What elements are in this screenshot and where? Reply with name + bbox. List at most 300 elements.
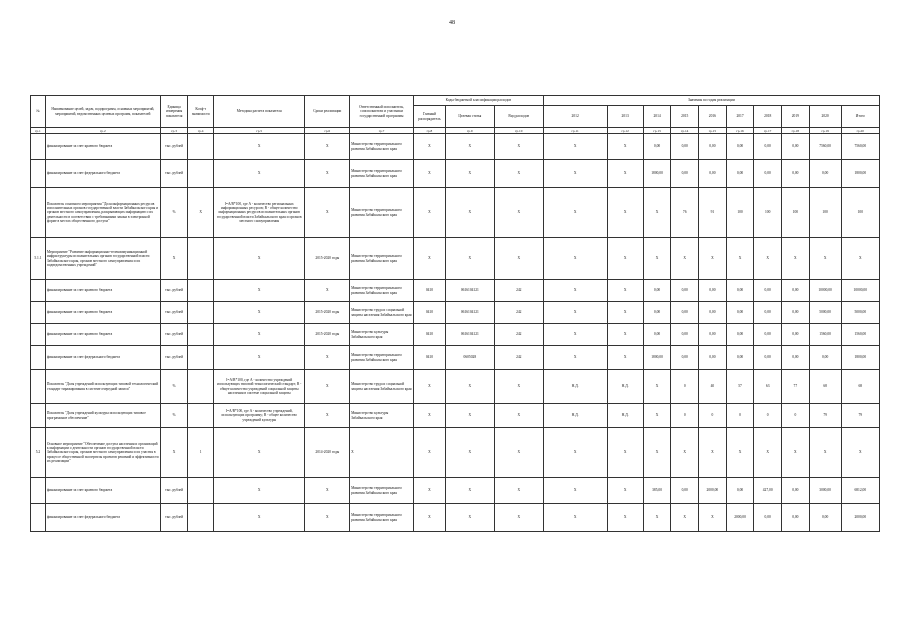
row-unit: %: [160, 404, 188, 428]
row-year-value: 0: [754, 404, 782, 428]
row-code-target: 0616104121: [445, 302, 494, 324]
row-period: Х: [305, 478, 350, 504]
header-year: 2020: [809, 106, 841, 128]
row-total: 100: [841, 188, 879, 238]
row-year-value: 0,00: [643, 134, 671, 160]
header-total: Итого: [841, 106, 879, 128]
row-year-value: 0,00: [699, 324, 727, 346]
header-period: Сроки реализации: [305, 96, 350, 128]
header-year: 2016: [699, 106, 727, 128]
column-number: гр.8: [413, 128, 445, 134]
row-code-target: Х: [445, 238, 494, 280]
row-year-value: 7560,00: [809, 134, 841, 160]
table-row: [31, 280, 880, 302]
row-total: 1560,00: [841, 324, 879, 346]
table-row: [31, 428, 880, 478]
row-number: [31, 324, 46, 346]
row-code-target: Х: [445, 428, 494, 478]
row-year-value: 427,00: [754, 478, 782, 504]
row-year-value: Х: [543, 478, 607, 504]
row-number: [31, 370, 46, 404]
row-responsible: Министерство территориального развития Забайкальского края: [350, 504, 414, 532]
row-method: Х: [213, 238, 304, 280]
row-unit: тыс. рублей: [160, 324, 188, 346]
column-number: гр.13: [643, 128, 671, 134]
row-year-value: 0,00: [754, 504, 782, 532]
row-year-value: 0: [782, 404, 810, 428]
header-year: 2019: [782, 106, 810, 128]
row-method: Х: [213, 280, 304, 302]
row-year-value: 100: [754, 188, 782, 238]
row-year-value: 0,00: [671, 280, 699, 302]
row-method: I=A/B*100, где A - количество учреждений, использующих программу; B - общее количество учреждений культуры: [213, 404, 304, 428]
row-year-value: Х: [809, 428, 841, 478]
row-name: финансирование за счет федерального бюджета: [45, 346, 160, 370]
row-year-value: Х: [754, 238, 782, 280]
row-year-value: Х: [726, 238, 754, 280]
row-year-value: 0,00: [726, 478, 754, 504]
row-year-value: Н.Д.: [543, 370, 607, 404]
row-period: Х: [305, 134, 350, 160]
row-period: Х: [305, 160, 350, 188]
header-code-admin: Главный распорядитель: [413, 106, 445, 128]
row-year-value: 0,00: [671, 346, 699, 370]
row-name: финансирование за счет краевого бюджета: [45, 324, 160, 346]
header-unit: Единица измерения показателя: [160, 96, 188, 128]
row-period: Х: [305, 188, 350, 238]
row-total: 10000,00: [841, 280, 879, 302]
row-year-value: 91: [699, 188, 727, 238]
row-code-target: Х: [445, 160, 494, 188]
column-number: гр.12: [607, 128, 643, 134]
row-year-value: 0,00: [699, 302, 727, 324]
table-row: [31, 134, 880, 160]
header-year: 2012: [543, 106, 607, 128]
row-code-type: Х: [494, 504, 543, 532]
row-total: 6812,00: [841, 478, 879, 504]
row-year-value: Х: [782, 238, 810, 280]
row-coef: [188, 324, 214, 346]
row-year-value: 1800,00: [643, 160, 671, 188]
header-year: 2017: [726, 106, 754, 128]
row-code-admin: Х: [413, 404, 445, 428]
row-method: Х: [213, 504, 304, 532]
row-responsible: Министерство культуры Забайкальского края: [350, 404, 414, 428]
table-row: [31, 160, 880, 188]
row-year-value: Х: [607, 346, 643, 370]
row-code-target: Х: [445, 370, 494, 404]
row-year-value: 0,00: [782, 504, 810, 532]
row-code-target: 0605028: [445, 346, 494, 370]
row-period: 2015-2020 годы: [305, 302, 350, 324]
row-year-value: 0,00: [754, 134, 782, 160]
column-number: гр.11: [543, 128, 607, 134]
row-responsible: Министерство территориального развития Забайкальского края: [350, 188, 414, 238]
row-code-type: Х: [494, 160, 543, 188]
row-period: Х: [305, 504, 350, 532]
header-code-target: Целевая статья: [445, 106, 494, 128]
row-year-value: 0,00: [671, 302, 699, 324]
row-year-value: 68: [809, 370, 841, 404]
row-coef: [188, 346, 214, 370]
row-coef: [188, 504, 214, 532]
row-year-value: 100: [809, 188, 841, 238]
row-number: [31, 504, 46, 532]
row-coef: [188, 160, 214, 188]
row-responsible: Х: [350, 428, 414, 478]
row-unit: Х: [160, 428, 188, 478]
column-number: гр.3: [160, 128, 188, 134]
row-year-value: 0,00: [671, 134, 699, 160]
row-responsible: Министерство территориального развития Забайкальского края: [350, 280, 414, 302]
row-period: Х: [305, 280, 350, 302]
row-period: Х: [305, 346, 350, 370]
row-unit: Х: [160, 238, 188, 280]
row-year-value: 77: [782, 370, 810, 404]
row-year-value: 0,00: [726, 160, 754, 188]
row-year-value: Х: [754, 428, 782, 478]
row-year-value: 57: [726, 370, 754, 404]
row-year-value: 0,00: [726, 134, 754, 160]
row-year-value: 100: [782, 188, 810, 238]
row-year-value: Х: [643, 238, 671, 280]
row-unit: тыс. рублей: [160, 160, 188, 188]
row-code-target: Х: [445, 188, 494, 238]
column-number: гр.9: [445, 128, 494, 134]
row-number: 5.1.1: [31, 238, 46, 280]
row-code-admin: 0410: [413, 302, 445, 324]
header-year: 2015: [671, 106, 699, 128]
row-code-type: Х: [494, 134, 543, 160]
row-number: [31, 160, 46, 188]
table-row: [31, 188, 880, 238]
row-year-value: 0,00: [671, 160, 699, 188]
row-period: Х: [305, 404, 350, 428]
row-year-value: 0,00: [754, 346, 782, 370]
page-number: 48: [449, 20, 455, 26]
row-year-value: 40: [699, 370, 727, 404]
row-year-value: 0,00: [809, 346, 841, 370]
row-year-value: Х: [543, 160, 607, 188]
row-number: [31, 478, 46, 504]
row-responsible: Министерство территориального развития Забайкальского края: [350, 238, 414, 280]
row-year-value: 0,00: [782, 160, 810, 188]
row-year-value: 2000,00: [726, 504, 754, 532]
row-year-value: Х: [607, 504, 643, 532]
row-year-value: 63: [754, 370, 782, 404]
row-year-value: Х: [699, 428, 727, 478]
row-year-value: Х: [699, 504, 727, 532]
row-number: [31, 188, 46, 238]
row-code-target: 0616104121: [445, 324, 494, 346]
row-code-admin: 0410: [413, 280, 445, 302]
row-coef: 1: [188, 428, 214, 478]
row-year-value: 0: [726, 404, 754, 428]
row-year-value: Х: [607, 134, 643, 160]
row-year-value: Х: [726, 428, 754, 478]
row-year-value: 0,00: [782, 324, 810, 346]
row-year-value: Х: [671, 504, 699, 532]
row-year-value: Х: [543, 504, 607, 532]
row-name: Показатель "Доля учреждений культуры использующих типовое программное обеспечение": [45, 404, 160, 428]
row-unit: %: [160, 370, 188, 404]
column-number: гр.18: [782, 128, 810, 134]
row-coef: [188, 280, 214, 302]
row-year-value: Х: [809, 238, 841, 280]
row-year-value: Х: [543, 324, 607, 346]
row-code-admin: Х: [413, 478, 445, 504]
row-year-value: 0,00: [643, 324, 671, 346]
column-number: гр.15: [699, 128, 727, 134]
row-year-value: 0,00: [809, 504, 841, 532]
row-unit: тыс. рублей: [160, 504, 188, 532]
row-year-value: 0: [671, 370, 699, 404]
row-year-value: 0,00: [726, 280, 754, 302]
row-total: Х: [841, 428, 879, 478]
row-name: Показатель основного мероприятия "Доля информационных ресурсов исполнительных органов государственной власти Забайкальского края и органов местного самоуправления, раскрывающих информацию о их деятельности в соответствии с требованиями закона в электронной форме в местах общественного доступа": [45, 188, 160, 238]
column-number: гр.4: [188, 128, 214, 134]
row-method: Х: [213, 302, 304, 324]
row-code-target: Х: [445, 404, 494, 428]
row-total: 68: [841, 370, 879, 404]
header-no: №: [31, 96, 46, 128]
row-year-value: 0,00: [809, 160, 841, 188]
row-year-value: 3000,00: [809, 478, 841, 504]
header-name: Наименование целей, задач, подпрограмм, основных мероприятий, мероприятий, ведомственных целевых программ, показателей: [45, 96, 160, 128]
row-name: финансирование за счет краевого бюджета: [45, 280, 160, 302]
row-year-value: Х: [643, 188, 671, 238]
column-number: гр.6: [305, 128, 350, 134]
row-responsible: Министерство территориального развития Забайкальского края: [350, 478, 414, 504]
row-number: [31, 134, 46, 160]
row-year-value: 0,00: [754, 280, 782, 302]
row-total: 2000,00: [841, 504, 879, 532]
row-period: Х: [305, 370, 350, 404]
row-year-value: Н.Д.: [607, 370, 643, 404]
row-name: финансирование за счет федерального бюджета: [45, 160, 160, 188]
row-code-admin: Х: [413, 188, 445, 238]
header-code-type: Вид расходов: [494, 106, 543, 128]
row-code-admin: Х: [413, 370, 445, 404]
row-code-target: Х: [445, 478, 494, 504]
row-year-value: Х: [543, 238, 607, 280]
row-year-value: 385,00: [643, 478, 671, 504]
row-unit: тыс. рублей: [160, 134, 188, 160]
row-year-value: Х: [607, 160, 643, 188]
row-code-type: 242: [494, 280, 543, 302]
table-row: [31, 302, 880, 324]
row-period: 2014-2020 годы: [305, 428, 350, 478]
row-year-value: 0,00: [643, 280, 671, 302]
row-method: Х: [213, 160, 304, 188]
row-code-type: Х: [494, 428, 543, 478]
row-code-admin: Х: [413, 160, 445, 188]
row-year-value: 0,00: [671, 478, 699, 504]
row-year-value: Х: [671, 238, 699, 280]
table-row: [31, 404, 880, 428]
table-header: [31, 96, 880, 134]
row-name: финансирование за счет федерального бюджета: [45, 504, 160, 532]
row-year-value: 0,00: [754, 302, 782, 324]
row-method: I=A/B*100, где A - количество региональных информационных ресурсов; B - общее количество информационных ресурсов исполнительных органов государственной власти Забайкальского края и органов местного самоуправления: [213, 188, 304, 238]
row-total: 1800,00: [841, 160, 879, 188]
row-total: 79: [841, 404, 879, 428]
row-method: Х: [213, 134, 304, 160]
row-year-value: 1560,00: [809, 324, 841, 346]
row-year-value: 0,00: [782, 134, 810, 160]
column-number: гр.19: [809, 128, 841, 134]
row-year-value: Х: [543, 188, 607, 238]
row-year-value: 0,00: [782, 478, 810, 504]
row-name: Основное мероприятие "Обеспечение доступа населения и организаций к информации о деятельности органов государственной власти Забайкальского края, органов местного самоуправления и их участия в процессе общественной экспертизы проектов решений и эффективности их реализации": [45, 428, 160, 478]
row-name: Мероприятие "Развитие информационно-телекоммуникационной инфраструктуры исполнительных органов государственной власти Забайкальского края, органов местного самоуправления и их подведомственных учреждений": [45, 238, 160, 280]
row-method: Х: [213, 428, 304, 478]
row-responsible: Министерство территориального развития Забайкальского края: [350, 134, 414, 160]
row-coef: Х: [188, 188, 214, 238]
row-year-value: Х: [607, 280, 643, 302]
column-number: гр.16: [726, 128, 754, 134]
row-coef: [188, 134, 214, 160]
row-total: Х: [841, 238, 879, 280]
row-year-value: 79: [809, 404, 841, 428]
row-code-type: 242: [494, 346, 543, 370]
row-code-target: Х: [445, 504, 494, 532]
header-coef: Коэф-т значимости: [188, 96, 214, 128]
row-year-value: Х: [607, 188, 643, 238]
row-year-value: 0: [699, 404, 727, 428]
row-unit: тыс. рублей: [160, 280, 188, 302]
row-year-value: 100: [726, 188, 754, 238]
column-number: гр.17: [754, 128, 782, 134]
row-year-value: 0,00: [726, 302, 754, 324]
table-body: [31, 134, 880, 532]
row-year-value: Х: [543, 280, 607, 302]
row-method: Х: [213, 346, 304, 370]
row-year-value: 10000,00: [809, 280, 841, 302]
row-year-value: 0,00: [754, 160, 782, 188]
row-year-value: Х: [607, 428, 643, 478]
row-unit: тыс. рублей: [160, 302, 188, 324]
column-number: гр.5: [213, 128, 304, 134]
row-year-value: Н.Д.: [543, 404, 607, 428]
row-unit: %: [160, 188, 188, 238]
row-year-value: 0,00: [643, 302, 671, 324]
row-code-admin: 0410: [413, 346, 445, 370]
row-period: 2015-2020 годы: [305, 238, 350, 280]
row-year-value: 0,00: [699, 160, 727, 188]
row-code-target: Х: [445, 134, 494, 160]
header-method: Методика расчета показателя: [213, 96, 304, 128]
row-year-value: 0,00: [699, 346, 727, 370]
row-year-value: 76: [671, 188, 699, 238]
row-code-type: 242: [494, 324, 543, 346]
row-number: [31, 302, 46, 324]
row-name: финансирование за счет краевого бюджета: [45, 302, 160, 324]
row-responsible: Министерство территориального развития Забайкальского края: [350, 346, 414, 370]
row-code-admin: 0410: [413, 324, 445, 346]
row-year-value: Х: [607, 324, 643, 346]
row-code-admin: Х: [413, 238, 445, 280]
column-number: гр.2: [45, 128, 160, 134]
column-number: гр.1: [31, 128, 46, 134]
row-year-value: Х: [607, 238, 643, 280]
header-responsible: Ответственный исполнитель, соисполнители и участники государственной программы: [350, 96, 414, 128]
row-responsible: Министерство территориального развития Забайкальского края: [350, 160, 414, 188]
header-values-group: Значения по годам реализации: [543, 96, 879, 106]
header-year: 2018: [754, 106, 782, 128]
row-year-value: 0: [671, 404, 699, 428]
table-row: [31, 370, 880, 404]
row-year-value: 0,00: [782, 346, 810, 370]
row-year-value: Х: [543, 134, 607, 160]
row-year-value: Х: [607, 302, 643, 324]
row-year-value: Х: [543, 428, 607, 478]
row-year-value: Х: [643, 370, 671, 404]
row-total: 7560,00: [841, 134, 879, 160]
row-name: финансирование за счет краевого бюджета: [45, 478, 160, 504]
table-row: [31, 324, 880, 346]
header-codes-group: Коды бюджетной классификации расходов: [413, 96, 543, 106]
program-table-sheet: [30, 95, 880, 532]
row-method: Х: [213, 324, 304, 346]
row-year-value: 0,00: [782, 302, 810, 324]
row-period: 2015-2020 годы: [305, 324, 350, 346]
row-unit: тыс. рублей: [160, 478, 188, 504]
row-year-value: 0,00: [726, 324, 754, 346]
row-code-type: Х: [494, 238, 543, 280]
program-table: [30, 95, 880, 532]
row-code-type: Х: [494, 370, 543, 404]
row-year-value: Х: [643, 404, 671, 428]
row-total: 5000,00: [841, 302, 879, 324]
row-code-type: Х: [494, 478, 543, 504]
row-code-target: 0616104121: [445, 280, 494, 302]
row-method: Х: [213, 478, 304, 504]
row-unit: тыс. рублей: [160, 346, 188, 370]
row-year-value: Х: [643, 504, 671, 532]
row-year-value: Х: [782, 428, 810, 478]
row-method: I=A/B*100, где A - количество учреждений использующих типовой технологический стандарт; B - общее количество учреждений социальной защиты населения в системе социальной защиты: [213, 370, 304, 404]
row-code-admin: Х: [413, 134, 445, 160]
row-code-type: Х: [494, 188, 543, 238]
row-coef: [188, 370, 214, 404]
row-name: финансирование за счет краевого бюджета: [45, 134, 160, 160]
header-year: 2014: [643, 106, 671, 128]
row-year-value: 5000,00: [809, 302, 841, 324]
row-coef: [188, 238, 214, 280]
row-year-value: Х: [643, 428, 671, 478]
row-year-value: 0,00: [671, 324, 699, 346]
row-responsible: Министерство культуры Забайкальского края: [350, 324, 414, 346]
table-row: [31, 504, 880, 532]
row-year-value: 0,00: [699, 280, 727, 302]
row-year-value: 2000,00: [699, 478, 727, 504]
row-coef: [188, 404, 214, 428]
row-year-value: Х: [671, 428, 699, 478]
row-year-value: 0,00: [754, 324, 782, 346]
column-number: гр.10: [494, 128, 543, 134]
row-year-value: 1800,00: [643, 346, 671, 370]
column-number: гр.14: [671, 128, 699, 134]
row-year-value: Х: [543, 346, 607, 370]
row-coef: [188, 302, 214, 324]
row-year-value: 0,00: [782, 280, 810, 302]
header-year: 2013: [607, 106, 643, 128]
row-year-value: Х: [699, 238, 727, 280]
table-row: [31, 478, 880, 504]
row-year-value: 0,00: [699, 134, 727, 160]
row-code-type: Х: [494, 404, 543, 428]
